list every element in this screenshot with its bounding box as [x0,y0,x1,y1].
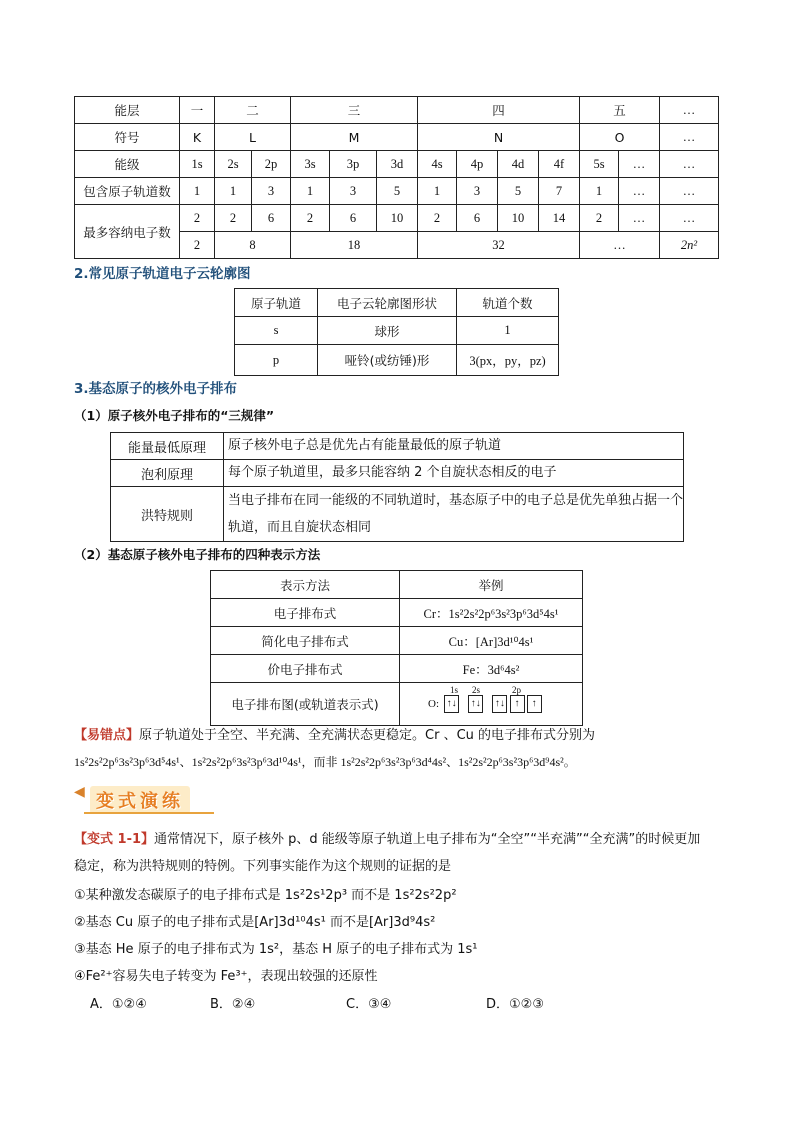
table-cell: … [619,178,660,205]
table-row [111,460,684,487]
table-cell: 2 [418,205,457,232]
subsection-title: （1）原子核外电子排布的“三规律” [74,408,275,423]
exercise-item: ①某种激发态碳原子的电子排布式是 1s²2s¹2p³ 而不是 1s²2s²2p² [74,888,457,903]
option-a[interactable]: A．①②④ [90,997,147,1012]
practice-banner [74,782,224,816]
table-row [211,627,583,655]
table-row [111,487,684,542]
table-cell: 4f [539,151,580,178]
table-cell: 当电子排布在同一能级的不同轨道时，基态原子中的电子总是优先单独占据一个轨道，而且自旋状态相同 [224,487,684,542]
orbital-label-2p: 2p [512,685,521,695]
three-rules-table [110,432,684,542]
speaker-icon: ◀ [74,784,85,800]
table-header: 轨道个数 [457,289,559,317]
notation-table [210,570,583,726]
orbital-diagram-cell [400,683,583,726]
table-cell: 能级 [75,151,180,178]
table-cell: 10 [498,205,539,232]
table-cell: … [619,151,660,178]
table-cell: 2 [215,205,252,232]
exercise-stem [74,826,724,853]
table-cell: 球形 [318,317,457,345]
table-cell: K [180,124,215,151]
table-row [211,655,583,683]
table-cell: 泡利原理 [111,460,224,487]
table-cell: 最多容纳电子数 [75,205,180,259]
table-cell: 洪特规则 [111,487,224,542]
table-cell: 1 [418,178,457,205]
table-cell: 简化电子排布式 [211,627,400,655]
table-cell: 能层 [75,97,180,124]
option-c[interactable]: C．③④ [346,997,392,1012]
table-cell: 10 [377,205,418,232]
exercise-item: ③基态 He 原子的电子排布式为 1s²，基态 H 原子的电子排布式为 1s¹ [74,942,478,957]
table-header: 表示方法 [211,571,400,599]
table-row [75,205,719,232]
table-cell: 1s [180,151,215,178]
table-cell: 3(px，py，pz) [457,345,559,376]
tip-text: 原子轨道处于全空、半充满、全充满状态更稳定。Cr 、Cu 的电子排布式分别为 [139,728,596,743]
table-cell: … [660,205,719,232]
table-cell: N [418,124,580,151]
table-cell: … [660,178,719,205]
table-cell: 2n² [660,232,719,259]
banner-title: 变式演练 [90,786,190,814]
table-cell: 2 [180,205,215,232]
table-row [75,124,719,151]
table-row [235,289,559,317]
table-cell: 6 [457,205,498,232]
table-cell: 哑铃(或纺锤)形 [318,345,457,376]
table-cell: 五 [580,97,660,124]
table-row [211,571,583,599]
table-cell: 4s [418,151,457,178]
orbital-label-2s: 2s [472,685,481,695]
table-cell: 1 [580,178,619,205]
table-cell: 8 [215,232,291,259]
table-cell: Cu：[Ar]3d¹⁰4s¹ [400,627,583,655]
table-cell: 原子核外电子总是优先占有能量最低的原子轨道 [224,433,684,460]
table-cell: 每个原子轨道里，最多只能容纳 2 个自旋状态相反的电子 [224,460,684,487]
table-header: 电子云轮廓图形状 [318,289,457,317]
table-cell: 6 [330,205,377,232]
table-cell: p [235,345,318,376]
table-cell: 1 [215,178,252,205]
table-cell: 四 [418,97,580,124]
table-cell: … [580,232,660,259]
table-cell: 1 [457,317,559,345]
table-cell: 3 [330,178,377,205]
table-row [211,599,583,627]
orbital-box: ↑ [527,695,542,713]
section-title: 2.常见原子轨道电子云轮廓图 [74,266,251,282]
table-cell: 1 [291,178,330,205]
table-cell: L [215,124,291,151]
table-cell: 3d [377,151,418,178]
table-cell: O [580,124,660,151]
subsection-title: （2）基态原子核外电子排布的四种表示方法 [74,547,321,562]
exercise-item: ②基态 Cu 原子的电子排布式是[Ar]3d¹⁰4s¹ 而不是[Ar]3d⁹4s² [74,915,436,930]
section-title: 3.基态原子的核外电子排布 [74,381,238,397]
table-header: 原子轨道 [235,289,318,317]
table-cell: 一 [180,97,215,124]
table-cell: s [235,317,318,345]
table-cell: … [660,151,719,178]
table-cell: Cr：1s²2s²2p⁶3s²3p⁶3d⁵4s¹ [400,599,583,627]
table-cell: 5 [498,178,539,205]
table-cell: 3 [457,178,498,205]
table-cell: 4p [457,151,498,178]
table-row [111,433,684,460]
table-cell: 电子排布图(或轨道表示式) [211,683,400,726]
exercise-stem-line-2: 稳定，称为洪特规则的特例。下列事实能作为这个规则的证据的是 [74,859,452,874]
table-cell: 6 [252,205,291,232]
table-cell: 3s [291,151,330,178]
table-row [75,151,719,178]
table-row [235,317,559,345]
table-cell: 3 [252,178,291,205]
table-cell: 14 [539,205,580,232]
table-cell: 三 [291,97,418,124]
orbital-element-label: O: [428,698,439,710]
table-row [75,178,719,205]
table-cell: 1 [180,178,215,205]
table-cell: 2s [215,151,252,178]
table-cell: 包含原子轨道数 [75,178,180,205]
table-cell: 18 [291,232,418,259]
table-cell: 符号 [75,124,180,151]
tip-paragraph [74,722,724,749]
tip-label: 【易错点】 [74,728,140,743]
table-cell: Fe：3d⁶4s² [400,655,583,683]
table-cell: 5s [580,151,619,178]
table-row [211,683,583,726]
exercise-stem-line-1: 通常情况下，原子核外 p、d 能级等原子轨道上电子排布为“全空”“半充满”“全充满”的时候更加 [154,832,701,847]
orbital-box: ↑↓ [444,695,459,713]
table-row [235,345,559,376]
table-cell: 二 [215,97,291,124]
table-cell: 能量最低原理 [111,433,224,460]
orbital-shape-table [234,288,559,376]
table-cell: 2p [252,151,291,178]
table-cell: … [660,124,719,151]
option-b[interactable]: B．②④ [210,997,256,1012]
table-cell: 3p [330,151,377,178]
table-cell: M [291,124,418,151]
orbital-box: ↑↓ [492,695,507,713]
table-cell: 5 [377,178,418,205]
orbital-label-1s: 1s [450,685,459,695]
banner-underline [84,812,214,814]
table-header: 举例 [400,571,583,599]
table-cell: 电子排布式 [211,599,400,627]
orbital-box: ↑ [510,695,525,713]
table-cell: 2 [580,205,619,232]
table-cell: 32 [418,232,580,259]
orbital-box: ↑↓ [468,695,483,713]
option-d[interactable]: D．①②③ [486,997,544,1012]
tip-line-2: 1s²2s²2p⁶3s²3p⁶3d⁵4s¹、1s²2s²2p⁶3s²3p⁶3d¹⁰4s¹，而非 1s²2s²2p⁶3s²3p⁶3d⁴4s²、1s²2s²2p⁶3s²3p⁶3d⁹4s²。 [74,755,576,769]
energy-level-table [74,96,719,259]
table-cell: 2 [180,232,215,259]
table-cell: 4d [498,151,539,178]
table-cell: 7 [539,178,580,205]
table-cell: … [660,97,719,124]
table-cell: 价电子排布式 [211,655,400,683]
table-cell: … [619,205,660,232]
exercise-label: 【变式 1-1】 [74,832,155,847]
table-cell: 2 [291,205,330,232]
table-row [75,97,719,124]
exercise-item: ④Fe²⁺容易失电子转变为 Fe³⁺，表现出较强的还原性 [74,969,378,984]
